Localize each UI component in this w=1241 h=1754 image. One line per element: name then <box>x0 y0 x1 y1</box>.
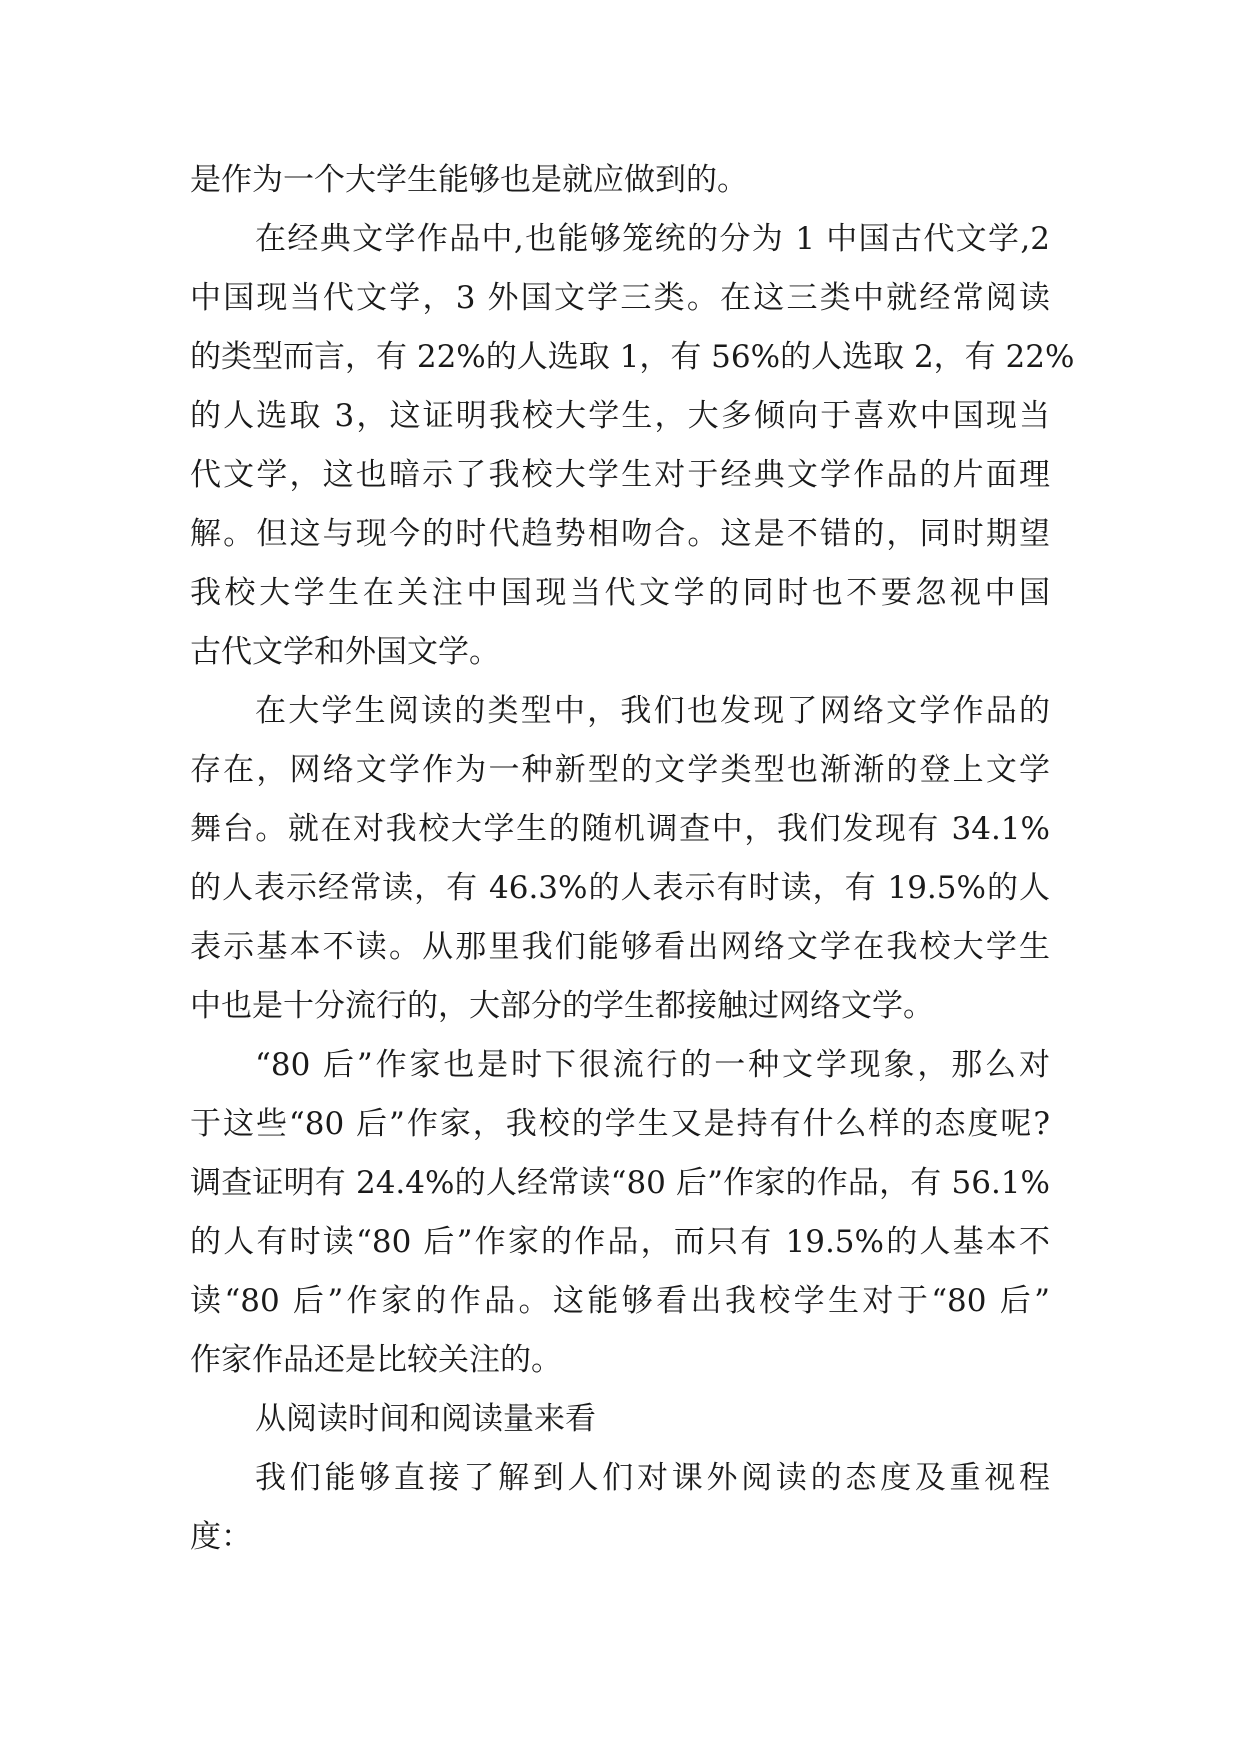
paragraph-line: 作家作品还是比较关注的。 <box>190 1342 562 1378</box>
paragraph-line: 中也是十分流行的，大部分的学生都接触过网络文学。 <box>190 988 934 1024</box>
paragraph-line: 在大学生阅读的类型中，我们也发现了网络文学作品的 <box>255 693 1050 729</box>
paragraph-line: 于这些“80 后”作家，我校的学生又是持有什么样的态度呢? <box>190 1106 1050 1142</box>
paragraph-line: 度： <box>190 1519 252 1555</box>
paragraph-line: 代文学，这也暗示了我校大学生对于经典文学作品的片面理 <box>190 457 1050 493</box>
paragraph-line: 舞台。就在对我校大学生的随机调查中，我们发现有 34.1% <box>190 811 1050 847</box>
paragraph-line: 我校大学生在关注中国现当代文学的同时也不要忽视中国 <box>190 575 1050 611</box>
paragraph-line: 的人表示经常读，有 46.3%的人表示有时读，有 19.5%的人 <box>190 870 1050 906</box>
paragraph-line: 的人有时读“80 后”作家的作品，而只有 19.5%的人基本不 <box>190 1224 1050 1260</box>
paragraph-line: 存在，网络文学作为一种新型的文学类型也渐渐的登上文学 <box>190 752 1050 788</box>
paragraph-line: 的类型而言，有 22%的人选取 1，有 56%的人选取 2，有 22% <box>190 339 1075 375</box>
paragraph-line: “80 后”作家也是时下很流行的一种文学现象，那么对 <box>255 1047 1050 1083</box>
section-heading: 从阅读时间和阅读量来看 <box>255 1401 596 1437</box>
paragraph-line: 的人选取 3，这证明我校大学生，大多倾向于喜欢中国现当 <box>190 398 1050 434</box>
paragraph-line: 我们能够直接了解到人们对课外阅读的态度及重视程 <box>255 1460 1050 1496</box>
paragraph-line: 在经典文学作品中,也能够笼统的分为 1 中国古代文学,2 <box>255 221 1050 257</box>
paragraph-line: 解。但这与现今的时代趋势相吻合。这是不错的，同时期望 <box>190 516 1050 552</box>
paragraph-line: 是作为一个大学生能够也是就应做到的。 <box>190 162 748 198</box>
paragraph-line: 调查证明有 24.4%的人经常读“80 后”作家的作品，有 56.1% <box>190 1165 1050 1201</box>
paragraph-line: 表示基本不读。从那里我们能够看出网络文学在我校大学生 <box>190 929 1050 965</box>
paragraph-line: 读“80 后”作家的作品。这能够看出我校学生对于“80 后” <box>190 1283 1050 1319</box>
paragraph-line: 中国现当代文学，3 外国文学三类。在这三类中就经常阅读 <box>190 280 1050 316</box>
paragraph-line: 古代文学和外国文学。 <box>190 634 500 670</box>
